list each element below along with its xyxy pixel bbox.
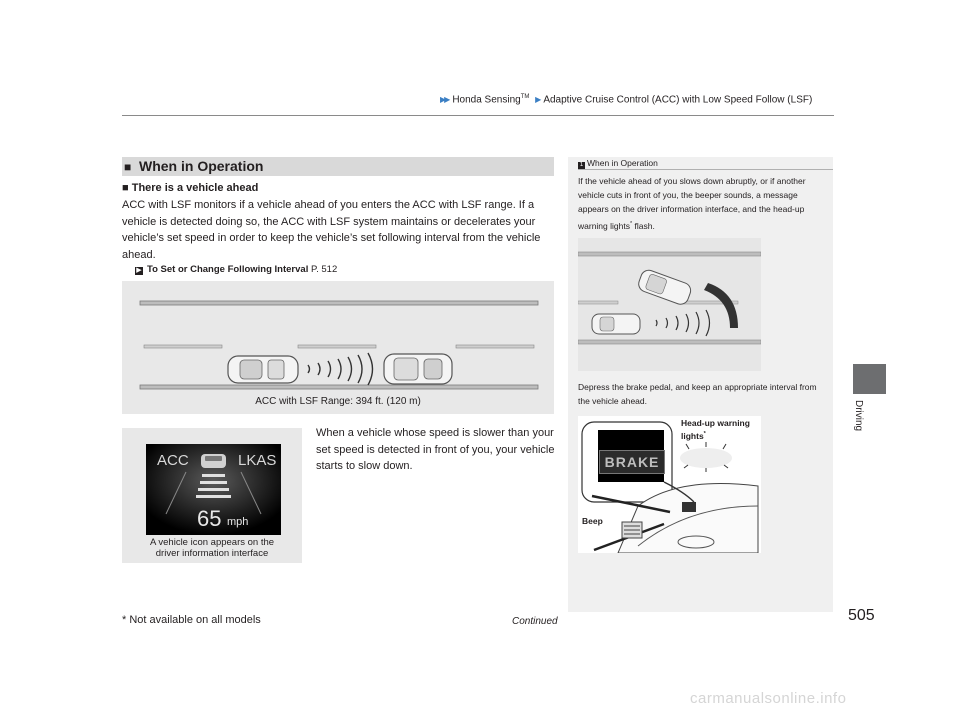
body-paragraph-2: When a vehicle whose speed is slower than your set speed is detected in front of you, your vehicle starts to slow down. — [316, 427, 555, 472]
chapter-tab — [846, 400, 882, 450]
cut-in-diagram — [578, 238, 761, 371]
speaker-grille-icon — [622, 522, 642, 538]
chapter-tab-label: Driving — [853, 400, 864, 432]
road-caption: ACC with LSF Range: 394 ft. (120 m) — [255, 396, 421, 407]
car-ahead-icon — [201, 454, 226, 468]
cluster-caption: A vehicle icon appears on the driver information interface — [149, 537, 275, 559]
note-divider — [578, 169, 833, 170]
radar-waves-icon — [308, 353, 373, 385]
speed-unit: mph — [227, 516, 249, 528]
square-bullet-icon: ■ — [124, 160, 132, 174]
note-title: 1 When in Operation — [579, 158, 658, 168]
acc-range-diagram — [122, 281, 554, 414]
head-up-warning-label: Head-up warning lights* — [681, 418, 750, 441]
subheading: ■ There is a vehicle ahead — [122, 182, 259, 194]
chapter-tab-marker — [853, 364, 886, 394]
own-vehicle-icon — [228, 356, 298, 383]
reference-arrow-icon: ▶ — [136, 267, 142, 274]
header-divider — [122, 115, 834, 116]
body-paragraph: ACC with LSF monitors if a vehicle ahead of you enters the ACC with LSF range. If a vehicle is detected doing so, the ACC with LSF system maintains or decelerates your vehicle’s set speed in order to keep the vehicle’s set following interval from the vehicle ahead. — [122, 199, 541, 261]
section-heading — [122, 157, 554, 176]
acc-indicator: ACC — [157, 452, 189, 469]
speed-value: 65 — [197, 506, 222, 531]
lkas-indicator: LKAS — [238, 452, 277, 469]
driver-information-display — [146, 444, 281, 535]
radar-waves-icon — [656, 310, 710, 336]
brake-warning-diagram — [578, 416, 761, 553]
road-illustration — [122, 281, 554, 414]
brake-message: BRAKE — [599, 450, 665, 474]
breadcrumb: ▶▶ Honda Sensing™ ▶ Adaptive Cruise Control (ACC) with Low Speed Follow (LSF) — [440, 94, 813, 106]
lead-vehicle-icon — [384, 354, 452, 384]
note-number-icon: 1 — [579, 162, 584, 168]
square-bullet-icon: ■ — [122, 182, 129, 194]
footnote: * Not available on all models — [122, 614, 261, 626]
watermark: carmanualsonline.info — [690, 690, 847, 707]
cut-in-illustration — [578, 238, 761, 371]
beep-label: Beep — [582, 516, 603, 526]
note-paragraph: If the vehicle ahead of you slows down abruptly, or if another vehicle cuts in front of you, the beeper sounds, a message appears on the driver information interface, and the head-up warning lights* flash. — [578, 176, 806, 231]
note-paragraph-2: Depress the brake pedal, and keep an appropriate interval from the vehicle ahead. — [578, 382, 817, 407]
double-arrow-icon: ▶▶ — [440, 95, 449, 105]
continued-label: Continued — [512, 616, 558, 627]
page-number: 505 — [848, 607, 875, 624]
cut-in-vehicle-icon — [636, 268, 692, 306]
own-vehicle-icon — [592, 314, 640, 334]
section-title: When in Operation — [139, 158, 264, 174]
cross-reference[interactable]: ▶ To Set or Change Following Interval P. 512 — [136, 264, 338, 275]
arrow-icon: ▶ — [535, 95, 540, 105]
